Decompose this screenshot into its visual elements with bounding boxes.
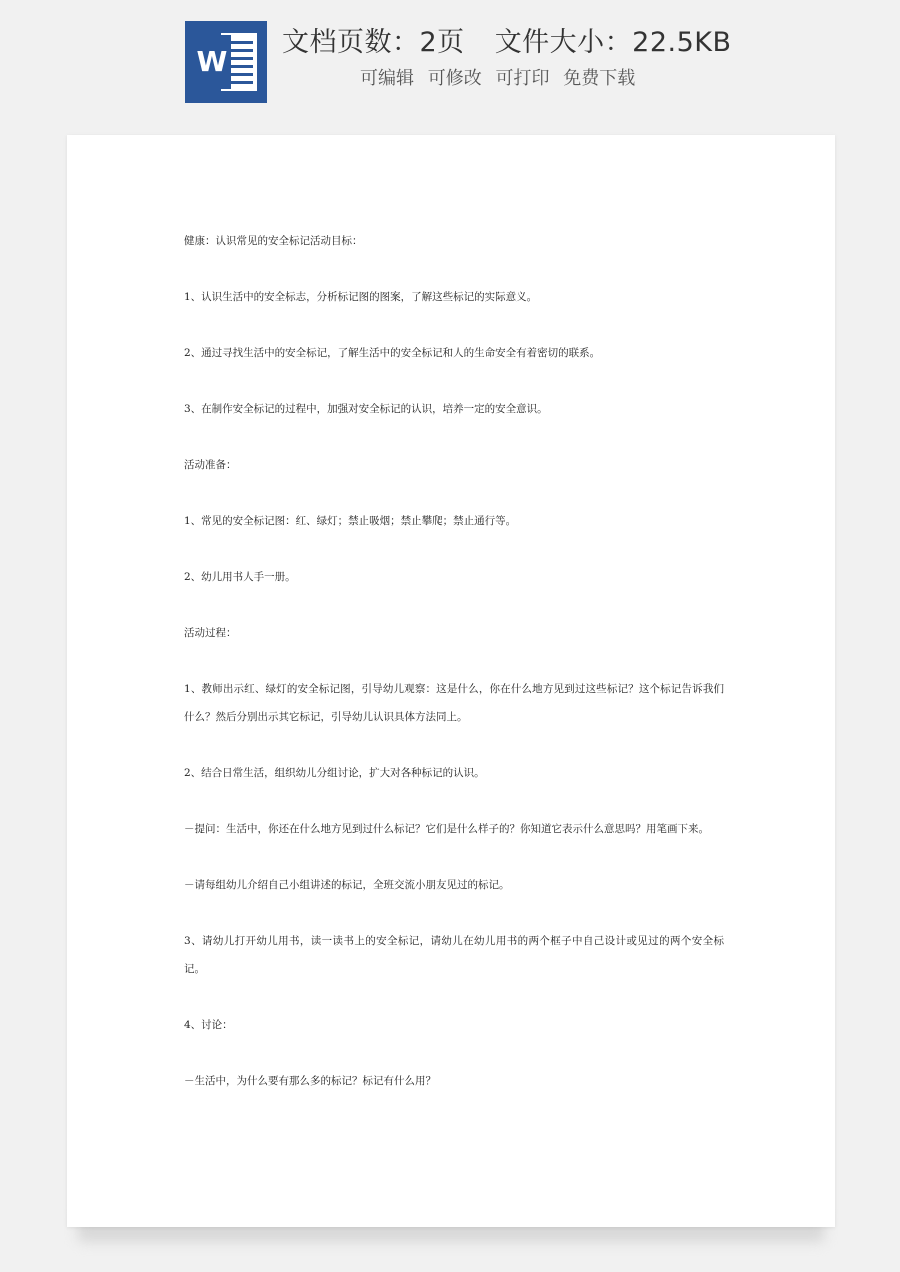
doc-paragraph: －生活中，为什么要有那么多的标记？标记有什么用？ [184, 1075, 436, 1087]
file-size: 文件大小：22.5KB [494, 27, 732, 58]
download-header [0, 0, 900, 120]
document-page [67, 135, 835, 1227]
feature-editable: 可编辑 [360, 68, 414, 89]
doc-paragraph: 2、通过寻找生活中的安全标记，了解生活中的安全标记和人的生命安全有着密切的联系。 [184, 347, 601, 359]
doc-paragraph: 3、在制作安全标记的过程中，加强对安全标记的认识，培养一定的安全意识。 [184, 403, 548, 415]
document-body [184, 227, 724, 1123]
doc-heading: 健康：认识常见的安全标记活动目标： [184, 235, 363, 247]
word-icon-letter: W [193, 35, 231, 89]
document-info-title [282, 20, 732, 59]
feature-free-download: 免费下载 [563, 68, 636, 89]
doc-section-title: 活动准备： [184, 459, 237, 471]
page-count: 文档页数：2页 [282, 27, 465, 58]
doc-paragraph: 3、请幼儿打开幼儿用书，读一读书上的安全标记，请幼儿在幼儿用书的两个框子中自己设计或见过的两个安全标记。 [184, 935, 724, 975]
doc-paragraph: 1、教师出示红、绿灯的安全标记图，引导幼儿观察：这是什么，你在什么地方见到过这些标记？这个标记告诉我们什么？然后分别出示其它标记，引导幼儿认识具体方法同上。 [184, 683, 724, 723]
feature-list [360, 64, 643, 90]
doc-paragraph: －请每组幼儿介绍自己小组讲述的标记，全班交流小朋友见过的标记。 [184, 879, 510, 891]
doc-paragraph: 2、幼儿用书人手一册。 [184, 571, 296, 583]
feature-modifiable: 可修改 [427, 68, 482, 89]
doc-paragraph: 4、讨论： [184, 1019, 233, 1031]
doc-paragraph: 1、认识生活中的安全标志，分析标记图的图案，了解这些标记的实际意义。 [184, 291, 538, 303]
word-document-icon [185, 21, 267, 103]
doc-section-title: 活动过程： [184, 627, 237, 639]
feature-printable: 可打印 [495, 68, 550, 89]
doc-paragraph: －提问：生活中，你还在什么地方见到过什么标记？它们是什么样子的？你知道它表示什么意思吗？用笔画下来。 [184, 823, 709, 835]
doc-paragraph: 1、常见的安全标记图：红、绿灯；禁止吸烟；禁止攀爬；禁止通行等。 [184, 515, 517, 527]
doc-paragraph: 2、结合日常生活，组织幼儿分组讨论，扩大对各种标记的认识。 [184, 767, 485, 779]
